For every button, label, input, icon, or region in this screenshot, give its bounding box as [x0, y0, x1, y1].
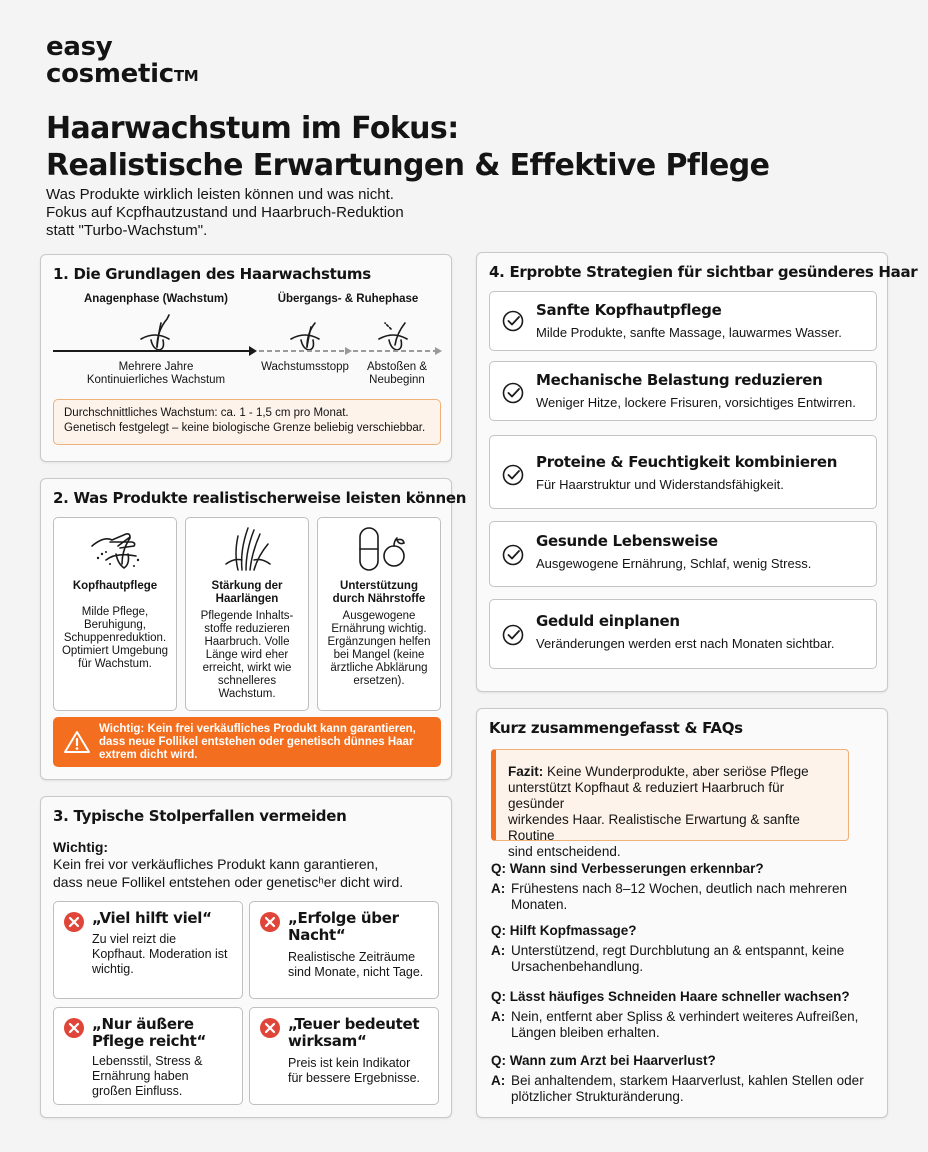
myth-desc-line: für bessere Ergebnisse.	[288, 1071, 421, 1085]
follicle-icon	[141, 315, 169, 350]
myth-desc-line: Ernährung haben	[92, 1069, 189, 1083]
timeline-arrow-head-3	[435, 347, 442, 355]
strategy-title: Mechanische Belastung reduzieren	[536, 371, 823, 389]
q-prefix: Q:	[491, 923, 506, 938]
card-title	[192, 580, 302, 606]
card-desc-line: Ergänzungen helfen	[327, 636, 431, 648]
myth-desc-line: sind Monate, nicht Tage.	[288, 965, 424, 979]
card-desc-line: Länge wird eher	[205, 649, 289, 661]
question-text: Lässt häufiges Schneiden Haare schneller wachsen?	[509, 989, 850, 1004]
trademark: TM	[173, 67, 199, 85]
card-desc-line: Beruhigung,	[83, 619, 147, 631]
answer-text	[511, 943, 844, 975]
check-circle-icon	[502, 464, 524, 486]
myth-description	[288, 1056, 432, 1086]
info-line-2: Genetisch festgelegt – keine biologische Grenze beliebig verschiebbar.	[64, 422, 426, 434]
faq-question	[491, 861, 881, 877]
myth-desc-line: Preis ist kein Indikator	[288, 1056, 411, 1070]
answer-line: plötzlicher Strukturänderung.	[511, 1089, 684, 1104]
question-text: Hilft Kopfmassage?	[509, 923, 637, 938]
faq-item	[491, 861, 881, 913]
myth-title-line: Pflege reicht“	[92, 1032, 207, 1050]
page-title	[46, 110, 769, 184]
important-line: dass neue Follikel entstehen oder genetiscʰer dicht wird.	[53, 874, 404, 890]
strategy-description: Ausgewogene Ernährung, Schlaf, wenig Stress.	[536, 556, 812, 571]
warning-icon	[63, 729, 91, 755]
scalp-care-icon	[86, 524, 146, 574]
myth-title-line: wirksam“	[288, 1032, 367, 1050]
card-title-line: Haarlängen	[215, 593, 279, 605]
answer-line: Bei anhaltendem, starkem Haarverlust, kahlen Stellen oder	[511, 1073, 864, 1088]
faq-question	[491, 989, 881, 1005]
timeline-step-restart	[357, 361, 437, 387]
card-title-line: Unterstützung	[340, 580, 418, 592]
card-title-line: Stärkung der	[211, 580, 283, 592]
summary-line: sind entscheidend.	[508, 844, 621, 859]
faq-item	[491, 989, 881, 1041]
faq-answer	[491, 1073, 881, 1105]
strategy-title: Proteine & Feuchtigkeit kombinieren	[536, 453, 838, 471]
myth-desc-line: Lebensstil, Stress &	[92, 1054, 203, 1068]
strategy-description: Für Haarstruktur und Widerstandsfähigkeit.	[536, 477, 784, 492]
strategy-card	[489, 435, 877, 509]
myth-title	[92, 1016, 236, 1050]
faq-item	[491, 923, 881, 975]
capability-card-lengths	[185, 517, 309, 711]
brand-name: cosmetic	[46, 59, 174, 89]
phase-label-anagen: Anagenphase (Wachstum)	[84, 293, 228, 305]
nutrition-icon	[350, 524, 410, 574]
hair-strands-icon	[218, 524, 278, 574]
card-desc-line: ersetzen).	[353, 675, 405, 687]
faq-question	[491, 1053, 881, 1069]
strategy-title: Gesunde Lebensweise	[536, 532, 718, 550]
card-desc-line: ärztliche Abklärung	[330, 662, 428, 674]
card-desc-line: Optimiert Umgebung	[61, 645, 169, 657]
follicle-icon-telogen	[379, 323, 407, 350]
card-desc-line: Ernährung wichtig.	[331, 623, 427, 635]
card-description	[60, 606, 170, 671]
page-subtitle	[46, 186, 404, 240]
strategy-title: Geduld einplanen	[536, 612, 680, 630]
card-title	[324, 580, 434, 606]
section-pitfalls	[40, 796, 452, 1118]
section-title: Kurz zusammengefasst & FAQs	[489, 719, 743, 737]
section-title: 4. Erprobte Strategien für sichtbar gesünderes Haar	[489, 263, 918, 281]
timeline-restart-line-2: Neubeginn	[369, 374, 425, 386]
answer-line: Ursachenbehandlung.	[511, 959, 644, 974]
timeline-anagen-desc: Kontinuierliches Wachstum	[86, 374, 226, 386]
question-text: Wann zum Arzt bei Haarverlust?	[509, 1053, 716, 1068]
strategy-card	[489, 361, 877, 421]
faq-answer	[491, 1009, 881, 1041]
card-title-line: durch Nährstoffe	[332, 593, 426, 605]
answer-line: Längen bleiben erhalten.	[511, 1025, 660, 1040]
answer-line: Monaten.	[511, 897, 568, 912]
subtitle-line-2: Fokus auf Kcpfhautzustand und Haarbruch-Reduktion	[46, 204, 404, 221]
warning-line: Wichtig: Kein frei verkäufliches Produkt kann garantieren,	[99, 723, 416, 735]
card-desc-line: Schuppenreduktion.	[63, 632, 167, 644]
important-line: Kein frei vor verkäufliches Produkt kann garantieren,	[53, 856, 379, 872]
myth-card	[249, 1007, 439, 1105]
answer-line: Frühestens nach 8–12 Wochen, deutlich nach mehreren	[511, 881, 847, 896]
important-label: Wichtig:	[53, 839, 109, 855]
check-circle-icon	[502, 382, 524, 404]
answer-text	[511, 1073, 864, 1105]
section-title: 3. Typische Stolperfallen vermeiden	[53, 807, 347, 825]
card-desc-line: Milde Pflege,	[81, 606, 149, 618]
subtitle-line-1: Was Produkte wirklich leisten können und was nicht.	[46, 186, 394, 203]
warning-line: dass neue Follikel entstehen oder genetisch dünnes Haar	[99, 736, 414, 748]
subtitle-line-3: statt "Turbo-Wachstum".	[46, 222, 208, 239]
faq-answer	[491, 881, 881, 913]
check-circle-icon	[502, 544, 524, 566]
warning-text	[99, 723, 431, 762]
myth-card	[53, 901, 243, 999]
a-prefix: A:	[491, 881, 506, 896]
timeline-arrow-head	[249, 346, 257, 356]
myth-desc-line: Realistische Zeiträume	[288, 950, 416, 964]
myth-title-line: „Nur äußere	[92, 1015, 194, 1033]
timeline-anagen-duration: Mehrere Jahre	[118, 361, 194, 373]
important-text	[53, 855, 403, 891]
q-prefix: Q:	[491, 861, 506, 876]
growth-timeline	[41, 309, 453, 361]
card-desc-line: bei Mangel (keine	[333, 649, 425, 661]
error-x-icon	[64, 912, 84, 932]
timeline-restart-line-1: Abstoßen &	[366, 361, 428, 373]
card-desc-line: Haarbruch. Volle	[204, 636, 290, 648]
card-desc-line: Wachstum.	[218, 688, 276, 700]
card-description	[192, 610, 302, 701]
myth-title: „Viel hilft viel“	[92, 909, 212, 927]
question-text: Wann sind Verbesserungen erkennbar?	[509, 861, 764, 876]
check-circle-icon	[502, 310, 524, 332]
section-product-capabilities	[40, 478, 467, 780]
warning-banner	[53, 717, 441, 767]
card-desc-line: Ausgewogene	[342, 610, 416, 622]
phase-label-rest: Übergangs- & Ruhephase	[277, 293, 419, 305]
strategy-description: Veränderungen werden erst nach Monaten sichtbar.	[536, 636, 835, 651]
myth-title-line: „Erfolge über	[288, 909, 399, 927]
myth-card	[53, 1007, 243, 1105]
timeline-arrow-head-2	[345, 347, 352, 355]
capability-card-scalp	[53, 517, 177, 711]
q-prefix: Q:	[491, 989, 506, 1004]
section-title: 1. Die Grundlagen des Haarwachstums	[53, 265, 371, 283]
answer-line: Nein, entfernt aber Spliss & verhindert weiteres Aufreißen,	[511, 1009, 859, 1024]
section-title: 2. Was Produkte realistischerweise leisten können	[53, 489, 467, 507]
myth-description	[92, 932, 236, 977]
error-x-icon	[260, 912, 280, 932]
error-x-icon	[260, 1018, 280, 1038]
faq-answer	[491, 943, 881, 975]
title-line-2: Realistische Erwartungen & Effektive Pflege	[46, 148, 770, 183]
capability-card-nutrients	[317, 517, 441, 711]
card-description	[324, 610, 434, 688]
myth-desc-line: großen Einfluss.	[92, 1084, 183, 1098]
myth-description	[92, 1054, 236, 1099]
card-desc-line: für Wachstum.	[78, 658, 152, 670]
card-desc-line: schnelleres	[217, 675, 277, 687]
faq-item	[491, 1053, 881, 1105]
myth-desc-line: Kopfhaut. Moderation ist	[92, 947, 228, 961]
strategy-card	[489, 599, 877, 669]
faq-question	[491, 923, 881, 939]
follicle-icon-catagen	[291, 323, 319, 350]
answer-text	[511, 881, 847, 913]
check-circle-icon	[502, 624, 524, 646]
summary-label: Fazit:	[508, 764, 544, 779]
error-x-icon	[64, 1018, 84, 1038]
card-desc-line: stoffe reduzieren	[204, 623, 290, 635]
section-summary-faq	[476, 708, 888, 1118]
summary-line: wirkendes Haar. Realistische Erwartung & sanfte Routine	[508, 812, 800, 843]
section-growth-basics	[40, 254, 452, 462]
strategy-card	[489, 291, 877, 351]
strategy-title: Sanfte Kopfhautpflege	[536, 301, 722, 319]
summary-line: unterstützt Kopfhaut & reduziert Haarbruch für gesünder	[508, 780, 785, 811]
answer-line: Unterstützend, regt Durchblutung an & entspannt, keine	[511, 943, 845, 958]
q-prefix: Q:	[491, 1053, 506, 1068]
myth-card	[249, 901, 439, 999]
timeline-step-stop: Wachstumsstopp	[261, 361, 349, 373]
answer-text	[511, 1009, 858, 1041]
info-line-1: Durchschnittliches Wachstum: ca. 1 - 1,5 cm pro Monat.	[64, 407, 349, 419]
growth-info-box	[53, 399, 441, 445]
myth-desc-line: wichtig.	[92, 962, 134, 976]
strategy-description: Milde Produkte, sanfte Massage, lauwarmes Wasser.	[536, 325, 842, 340]
brand-line-2	[46, 61, 198, 88]
myth-description	[288, 950, 432, 980]
myth-title	[288, 910, 432, 944]
a-prefix: A:	[491, 1073, 506, 1088]
myth-title	[288, 1016, 432, 1050]
card-desc-line: erreicht, wirkt wie	[202, 662, 292, 674]
summary-box	[491, 749, 849, 859]
brand-line-1: easy	[46, 32, 113, 62]
section-strategies	[476, 252, 918, 692]
summary-line	[508, 764, 838, 780]
myth-title-line: „Teuer bedeutet	[288, 1015, 420, 1033]
brand-logo	[46, 34, 198, 88]
title-line-1: Haarwachstum im Fokus:	[46, 111, 459, 146]
strategy-description: Weniger Hitze, lockere Frisuren, vorsichtiges Entwirren.	[536, 395, 856, 410]
myth-title-line: Nacht“	[288, 926, 346, 944]
a-prefix: A:	[491, 943, 506, 958]
summary-text: Keine Wunderprodukte, aber seriöse Pflege	[547, 764, 809, 779]
warning-line: extrem dicht wird.	[99, 749, 198, 761]
strategy-card	[489, 521, 877, 587]
card-desc-line: Pflegende Inhalts-	[200, 610, 294, 622]
a-prefix: A:	[491, 1009, 506, 1024]
timeline-anagen-text	[81, 361, 231, 387]
card-title: Kopfhautpflege	[72, 580, 158, 592]
myth-desc-line: Zu viel reizt die	[92, 932, 177, 946]
